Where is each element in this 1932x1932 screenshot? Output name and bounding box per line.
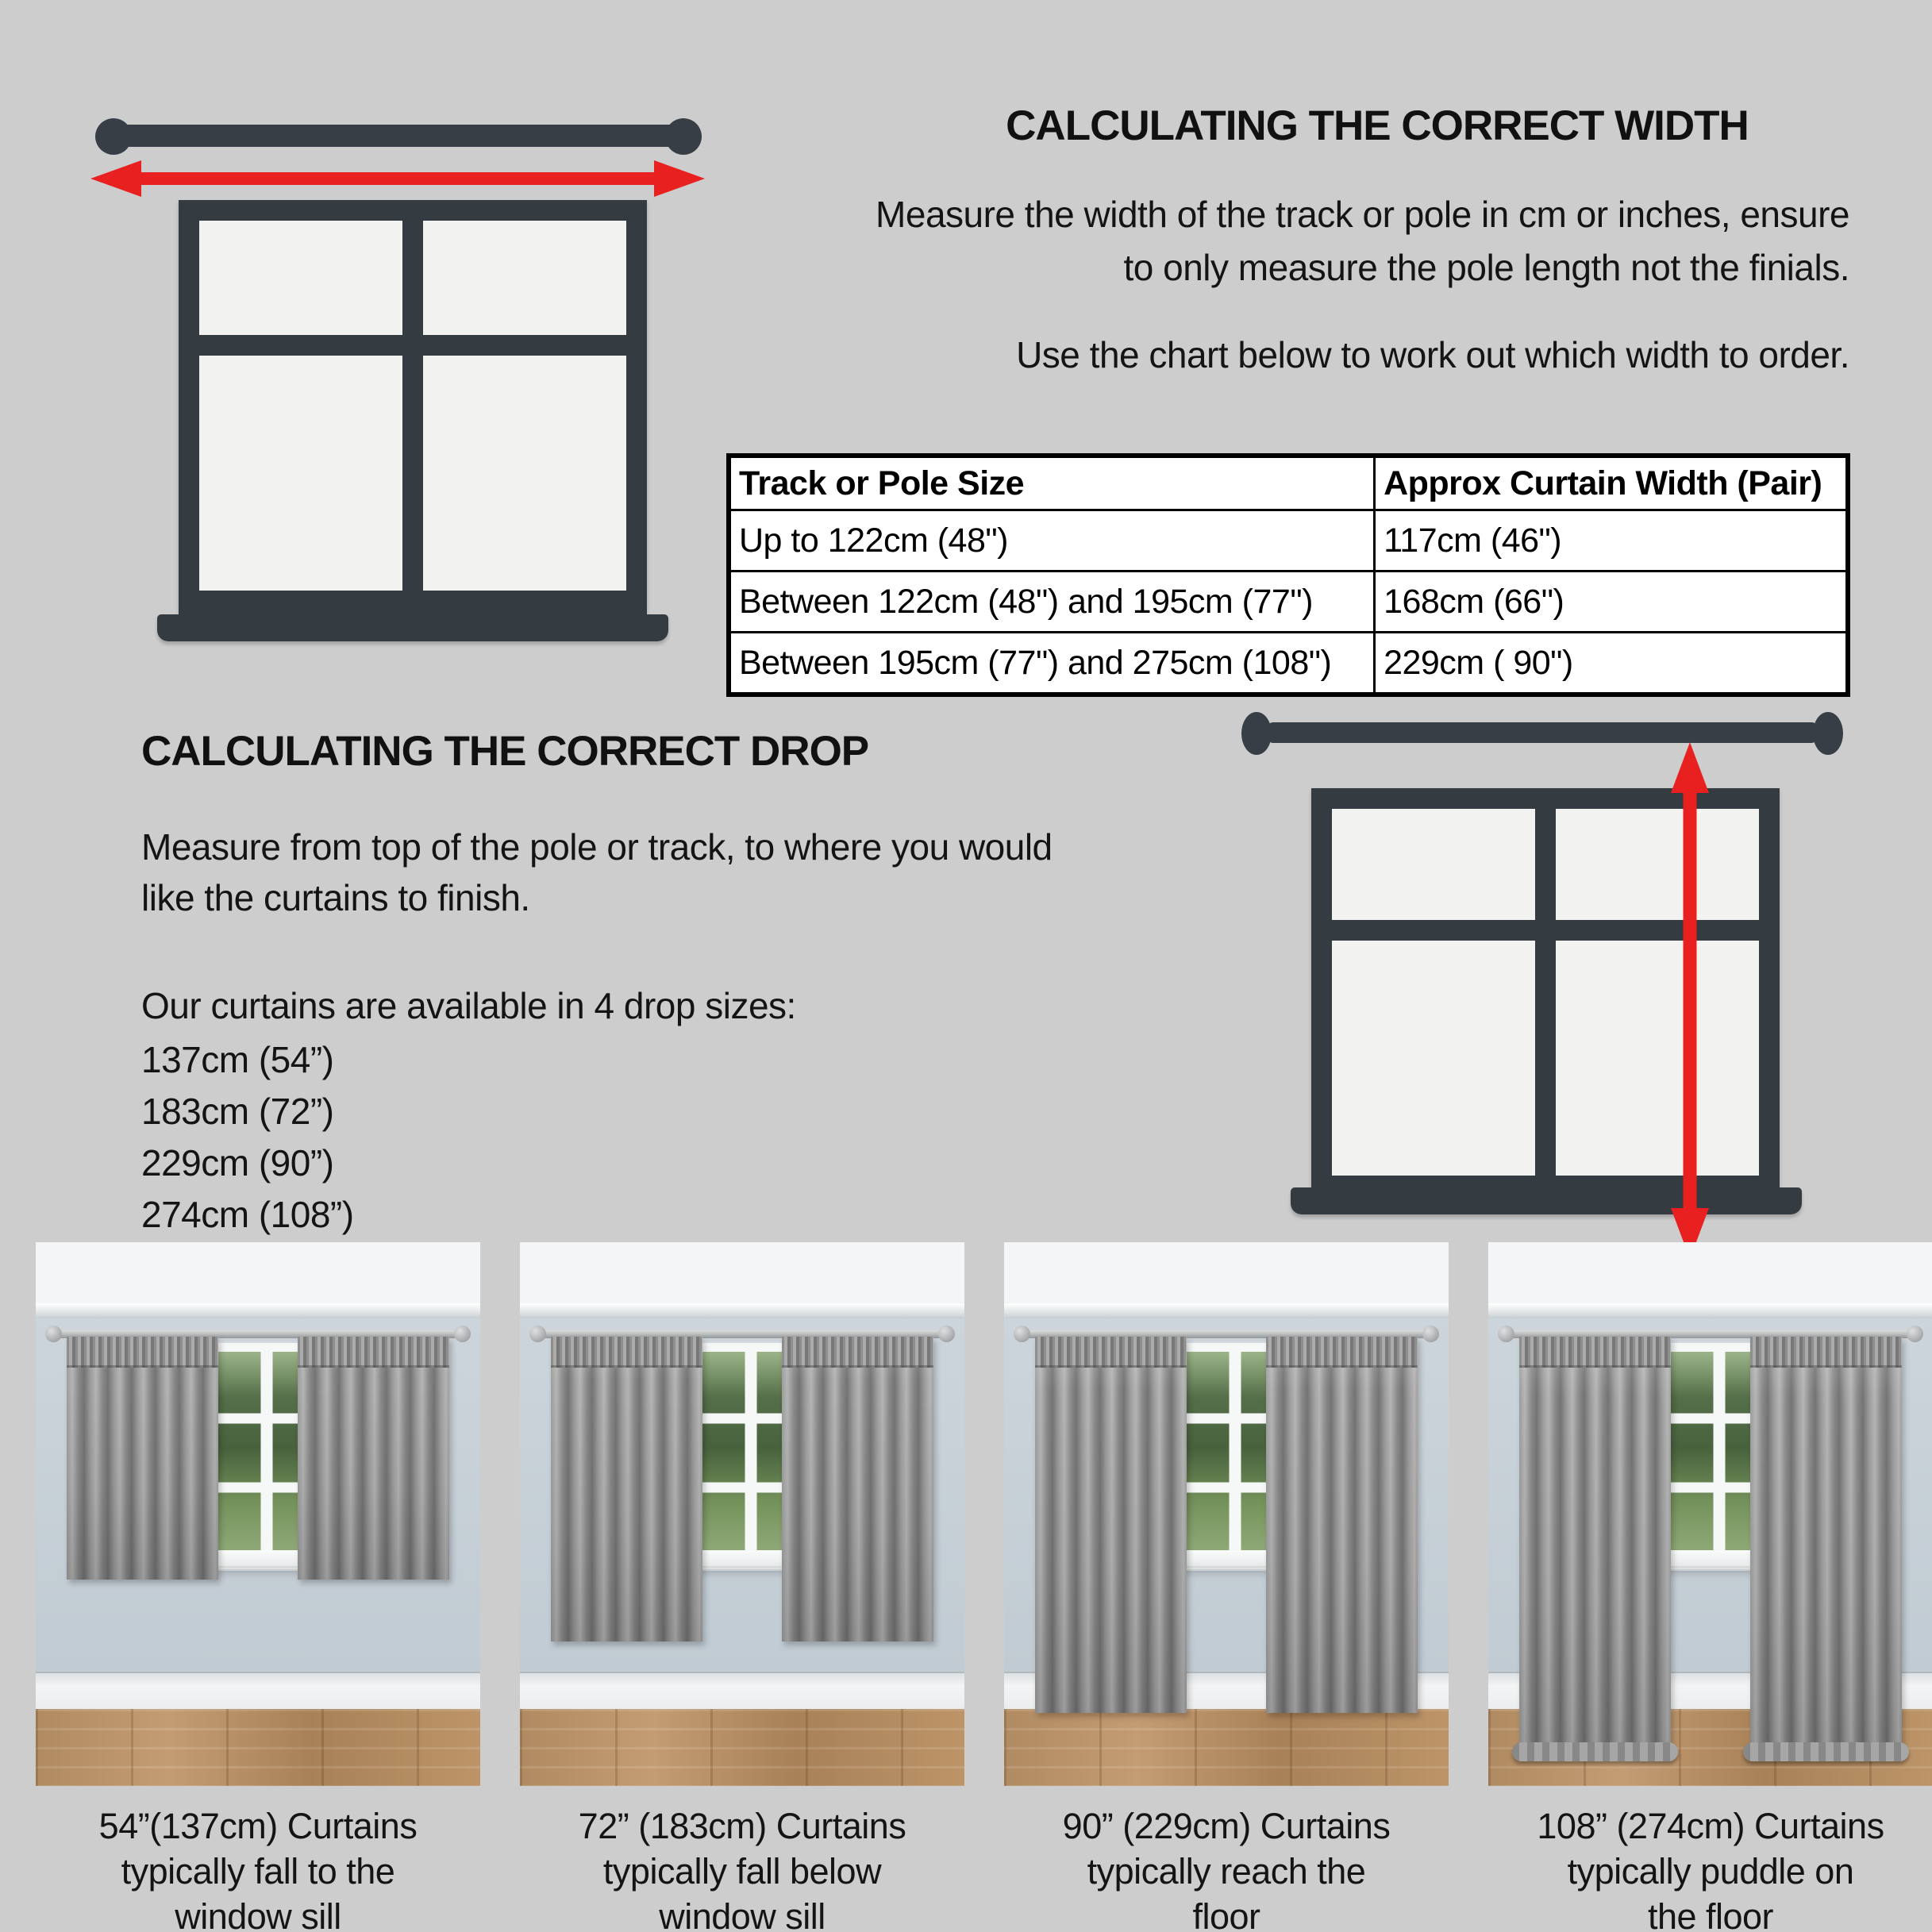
caption-line: window sill xyxy=(175,1896,341,1932)
width-diagram-window xyxy=(179,200,647,614)
window-pane xyxy=(423,356,626,591)
curtain-panel-right xyxy=(782,1337,933,1642)
caption-line: typically reach the xyxy=(1087,1851,1366,1892)
drop-size-option: 229cm (90”) xyxy=(141,1142,334,1183)
caption-line: 90” (229cm) Curtains xyxy=(1062,1806,1391,1846)
crown-molding xyxy=(1488,1303,1932,1318)
table-header-pole-size: Track or Pole Size xyxy=(729,456,1375,510)
window-pane xyxy=(1556,941,1759,1176)
example-photo-72-inch xyxy=(520,1242,964,1786)
baseboard xyxy=(520,1672,964,1711)
drop-size-option: 183cm (72”) xyxy=(141,1091,334,1132)
window-pane xyxy=(1332,941,1535,1176)
width-instructions-line1: Measure the width of the track or pole in cm or inches, ensure xyxy=(876,194,1849,235)
caption-line: window sill xyxy=(659,1896,826,1932)
caption-line: 108” (274cm) Curtains xyxy=(1537,1806,1884,1846)
window-pane xyxy=(1332,809,1535,920)
drop-diagram-window-sill xyxy=(1291,1187,1802,1214)
curtain-width-cell: 168cm (66") xyxy=(1375,572,1848,633)
caption-line: the floor xyxy=(1647,1896,1774,1932)
width-section-title: CALCULATING THE CORRECT WIDTH xyxy=(1006,102,1749,149)
example-photo-90-inch xyxy=(1004,1242,1449,1786)
caption-72-inch xyxy=(520,1803,964,1932)
width-diagram-window-sill xyxy=(157,614,668,641)
curtain-width-table xyxy=(726,453,1850,697)
crown-molding xyxy=(1004,1303,1449,1318)
ceiling xyxy=(520,1242,964,1303)
pole-finial-left-icon xyxy=(1241,712,1272,755)
crown-molding xyxy=(520,1303,964,1318)
width-instructions-line2: to only measure the pole length not the finials. xyxy=(1123,247,1849,288)
pole-finial-right-icon xyxy=(1813,712,1843,755)
drop-size-option: 137cm (54”) xyxy=(141,1039,334,1080)
table-row xyxy=(729,633,1848,695)
table-row xyxy=(729,572,1848,633)
caption-90-inch xyxy=(1004,1803,1449,1932)
curtain-panel-right xyxy=(1266,1337,1417,1713)
caption-line: typically fall below xyxy=(602,1851,882,1892)
caption-108-inch xyxy=(1488,1803,1932,1932)
table-row xyxy=(729,510,1848,572)
pole-finial-left-icon xyxy=(95,118,132,155)
curtain-panel-right xyxy=(1750,1337,1901,1753)
wood-floor xyxy=(36,1709,480,1786)
table-header-row xyxy=(729,456,1848,510)
caption-line: typically puddle on xyxy=(1567,1851,1854,1892)
window-pane xyxy=(423,221,626,335)
wood-floor xyxy=(520,1709,964,1786)
curtain-panel-left xyxy=(1519,1337,1670,1753)
baseboard xyxy=(36,1672,480,1711)
ceiling xyxy=(1488,1242,1932,1303)
width-measure-arrow-icon xyxy=(89,157,706,200)
curtain-panel-left xyxy=(1035,1337,1186,1713)
curtain-width-cell: 117cm (46") xyxy=(1375,510,1848,572)
pole-finial-right-icon xyxy=(665,118,702,155)
drop-instructions-line1: Measure from top of the pole or track, to where you would xyxy=(141,826,1053,868)
caption-line: 72” (183cm) Curtains xyxy=(578,1806,906,1846)
curtain-panel-right xyxy=(298,1337,448,1580)
drop-section-title: CALCULATING THE CORRECT DROP xyxy=(141,728,869,775)
curtain-panel-left xyxy=(551,1337,702,1642)
caption-line: floor xyxy=(1192,1896,1260,1932)
pole-size-cell: Between 195cm (77") and 275cm (108") xyxy=(729,633,1375,695)
drop-size-option: 274cm (108”) xyxy=(141,1194,354,1235)
width-diagram-curtain-pole xyxy=(119,125,679,147)
wood-floor xyxy=(1004,1709,1449,1786)
ceiling xyxy=(1004,1242,1449,1303)
width-chart-hint: Use the chart below to work out which width to order. xyxy=(1016,334,1849,375)
drop-instructions-line2: like the curtains to finish. xyxy=(141,877,530,918)
caption-54-inch xyxy=(36,1803,480,1932)
curtain-panel-left xyxy=(67,1337,217,1580)
caption-line: 54”(137cm) Curtains xyxy=(98,1806,418,1846)
table-header-curtain-width: Approx Curtain Width (Pair) xyxy=(1375,456,1848,510)
pole-size-cell: Up to 122cm (48") xyxy=(729,510,1375,572)
drop-measure-arrow-icon xyxy=(1664,741,1716,1260)
drop-sizes-intro: Our curtains are available in 4 drop sizes: xyxy=(141,985,796,1026)
example-photo-108-inch xyxy=(1488,1242,1932,1786)
window-pane xyxy=(199,356,402,591)
drop-diagram-curtain-pole xyxy=(1267,722,1818,743)
crown-molding xyxy=(36,1303,480,1318)
example-photo-54-inch xyxy=(36,1242,480,1786)
curtain-width-cell: 229cm ( 90") xyxy=(1375,633,1848,695)
window-pane xyxy=(1556,809,1759,920)
window-pane xyxy=(199,221,402,335)
caption-line: typically fall to the xyxy=(121,1851,395,1892)
pole-size-cell: Between 122cm (48") and 195cm (77") xyxy=(729,572,1375,633)
ceiling xyxy=(36,1242,480,1303)
